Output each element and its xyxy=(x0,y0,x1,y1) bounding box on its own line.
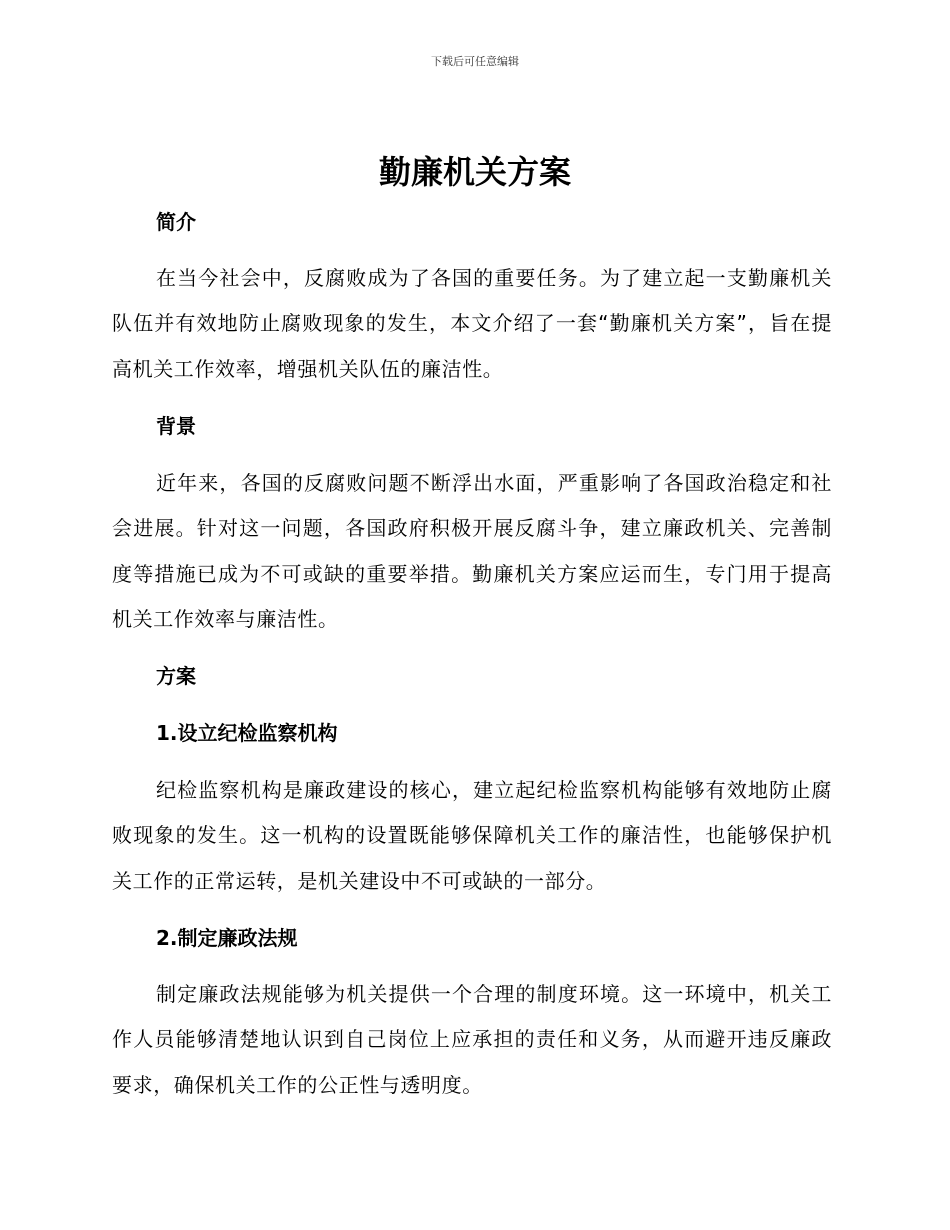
subsection-heading-1: 1.设立纪检监察机构 xyxy=(156,721,338,745)
paragraph-subsection-2: 制定廉政法规能够为机关提供一个合理的制度环境。这一环境中，机关工作人员能够清楚地认识到自己岗位上应承担的责任和义务，从而避开违反廉政要求，确保机关工作的公正性与透明度。 xyxy=(112,982,832,1097)
paragraph-subsection-1: 纪检监察机构是廉政建设的核心，建立起纪检监察机构能够有效地防止腐败现象的发生。这一机构的设置既能够保障机关工作的廉洁性，也能够保护机关工作的正常运转，是机关建设中不可或缺的一部分。 xyxy=(112,778,832,893)
section-heading-plan: 方案 xyxy=(156,664,196,688)
section-heading-intro: 简介 xyxy=(156,210,196,234)
subsection-heading-2: 2.制定廉政法规 xyxy=(156,926,298,950)
paragraph-intro: 在当今社会中，反腐败成为了各国的重要任务。为了建立起一支勤廉机关队伍并有效地防止腐败现象的发生，本文介绍了一套“勤廉机关方案”，旨在提高机关工作效率，增强机关队伍的廉洁性。 xyxy=(112,266,832,381)
document-title: 勤廉机关方案 xyxy=(378,153,571,191)
section-heading-background: 背景 xyxy=(156,414,196,438)
page-header-note: 下载后可任意编辑 xyxy=(431,55,519,68)
paragraph-background: 近年来，各国的反腐败问题不断浮出水面，严重影响了各国政治稳定和社会进展。针对这一问题，各国政府积极开展反腐斗争，建立廉政机关、完善制度等措施已成为不可或缺的重要举措。勤廉机关方案应运而生，专门用于提高机关工作效率与廉洁性。 xyxy=(112,471,832,632)
